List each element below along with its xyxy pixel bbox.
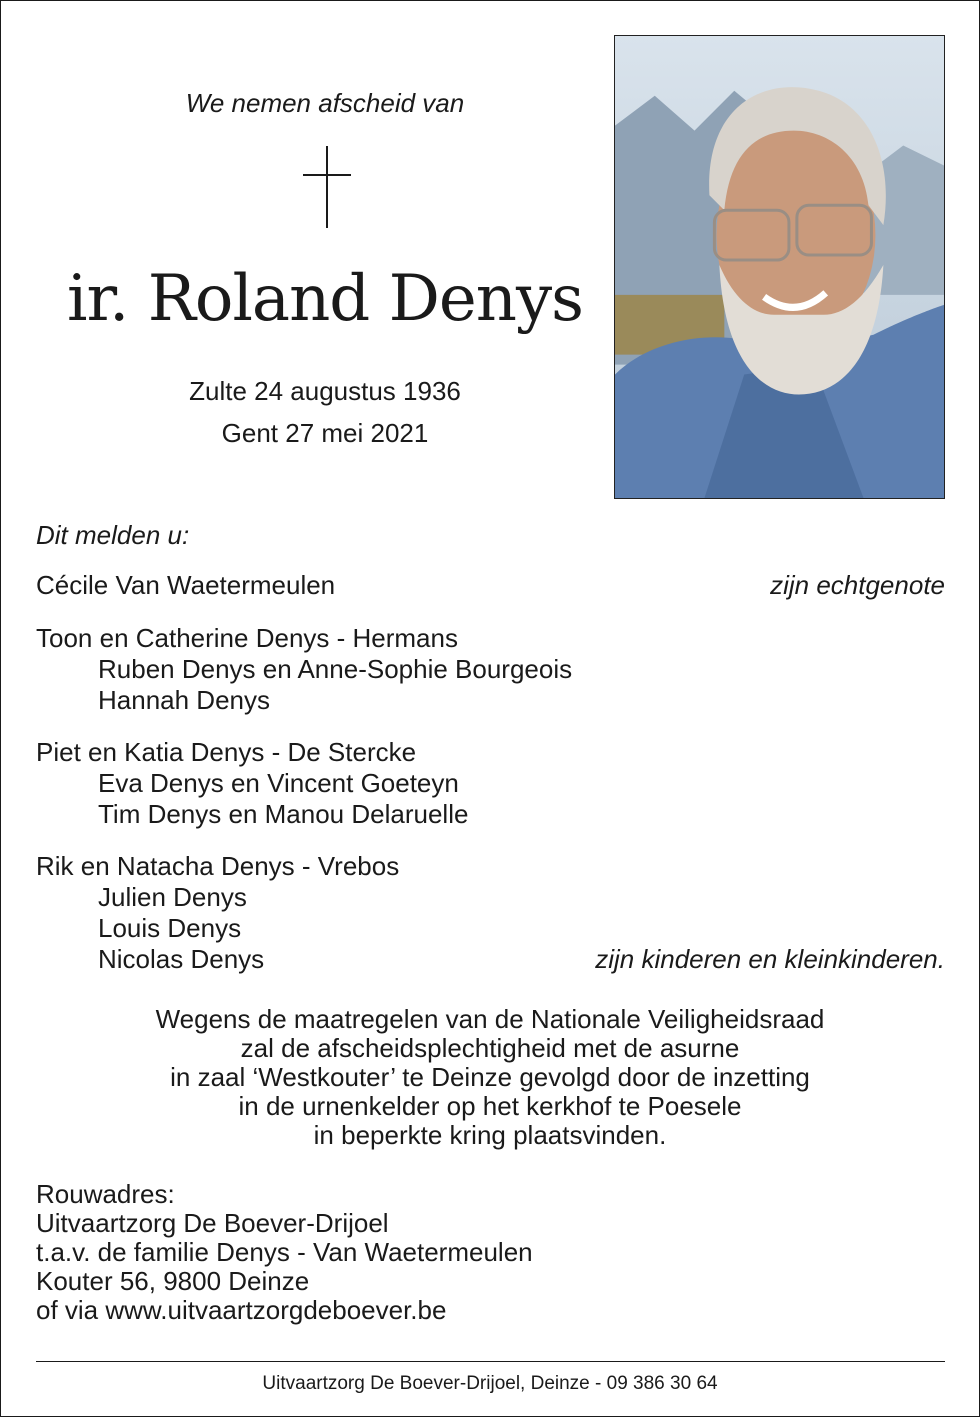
address-line: Rouwadres:: [36, 1179, 175, 1209]
spouse-name: Cécile Van Waetermeulen: [36, 570, 336, 600]
portrait-photo: [614, 35, 945, 499]
ceremony-notice: [30, 1005, 950, 1150]
announcement-heading: Dit melden u:: [36, 520, 190, 550]
death-line: Gent 27 mei 2021: [221, 418, 429, 448]
notice-line: Wegens de maatregelen van de Nationale Veiligheidsraad: [155, 1004, 825, 1034]
spouse-relation: zijn echtgenote: [770, 570, 945, 600]
address-line: Uitvaartzorg De Boever-Drijoel: [36, 1208, 389, 1238]
footer-divider: [36, 1361, 945, 1362]
deceased-name: ir. Roland Denys: [67, 262, 583, 336]
cross-icon: [303, 146, 351, 228]
address-line: Kouter 56, 9800 Deinze: [36, 1266, 310, 1296]
notice-line: in de urnenkelder op het kerkhof te Poesele: [238, 1091, 742, 1121]
children-relation: zijn kinderen en kleinkinderen.: [595, 944, 945, 974]
footer-text: Uitvaartzorg De Boever-Drijoel, Deinze - 09 386 30 64: [262, 1373, 718, 1394]
address-line: of via www.uitvaartzorgdeboever.be: [36, 1295, 447, 1325]
notice-line: in beperkte kring plaatsvinden.: [313, 1120, 667, 1150]
notice-line: zal de afscheidsplechtigheid met de asurne: [240, 1033, 740, 1063]
family-parents: Piet en Katia Denys - De Stercke: [36, 737, 417, 767]
family-child: Nicolas Denys: [98, 944, 265, 974]
family-child: Ruben Denys en Anne-Sophie Bourgeois: [98, 654, 573, 684]
address-line: t.a.v. de familie Denys - Van Waetermeulen: [36, 1237, 533, 1267]
life-dates: [30, 370, 620, 454]
family-parents: Toon en Catherine Denys - Hermans: [36, 623, 458, 653]
notice-line: in zaal ‘Westkouter’ te Deinze gevolgd door de inzetting: [170, 1062, 810, 1092]
birth-line: Zulte 24 augustus 1936: [189, 376, 461, 406]
family-child: Julien Denys: [98, 882, 247, 912]
family-parents: Rik en Natacha Denys - Vrebos: [36, 851, 400, 881]
family-child: Eva Denys en Vincent Goeteyn: [98, 768, 459, 798]
mourning-address: [36, 1180, 533, 1325]
intro-text: We nemen afscheid van: [185, 88, 465, 118]
family-child: Hannah Denys: [98, 685, 270, 715]
family-child: Tim Denys en Manou Delaruelle: [98, 799, 469, 829]
family-child: Louis Denys: [98, 913, 242, 943]
